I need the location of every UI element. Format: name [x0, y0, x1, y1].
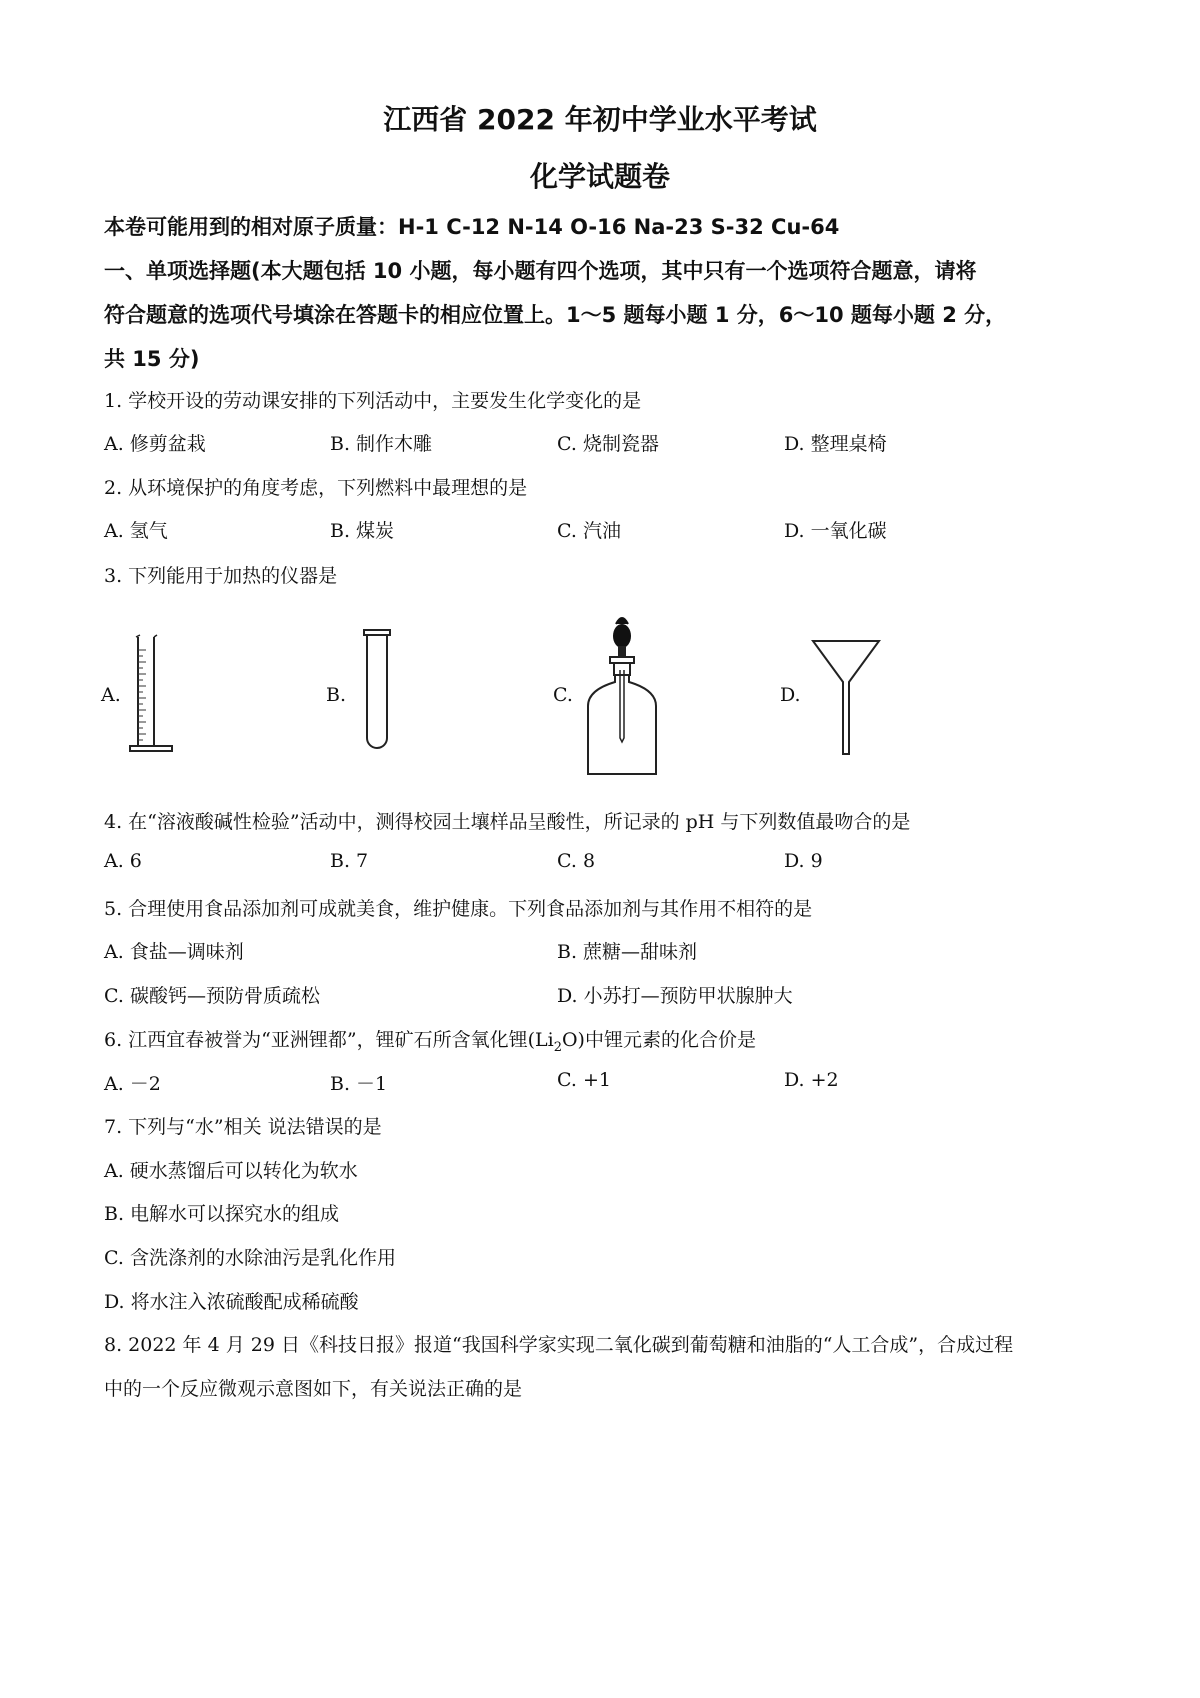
question-3-option-b[interactable]: B.: [326, 684, 347, 706]
question-7-option-c[interactable]: C. 含洗涤剂的水除油污是乳化作用: [104, 1247, 396, 1269]
question-6-stem-text-end: O)中锂元素的化合价是: [561, 1029, 756, 1051]
dropper-bottle-icon: [582, 610, 662, 778]
section-heading-line2: 符合题意的选项代号填涂在答题卡的相应位置上。1～5 题每小题 1 分，6～10 题每小题 2 分，: [104, 303, 1007, 327]
question-2-option-a[interactable]: A. 氢气: [104, 520, 168, 542]
question-7-stem: 7. 下列与“水”相关 说法错误的是: [104, 1116, 382, 1138]
question-6-stem: [104, 1025, 756, 1055]
question-8-stem-line2: 中的一个反应微观示意图如下，有关说法正确的是: [104, 1378, 523, 1400]
question-2-option-d[interactable]: D. 一氧化碳: [784, 520, 887, 542]
question-1-option-b[interactable]: B. 制作木雕: [330, 433, 433, 455]
question-3-option-d[interactable]: D.: [780, 684, 801, 706]
question-7-option-a[interactable]: A. 硬水蒸馏后可以转化为软水: [104, 1160, 358, 1182]
question-7-option-d[interactable]: D. 将水注入浓硫酸配成稀硫酸: [104, 1291, 359, 1313]
question-6-stem-text: 6. 江西宜春被誉为“亚洲锂都”，锂矿石所含氧化锂(Li: [104, 1029, 554, 1051]
question-4-option-b[interactable]: B. 7: [330, 850, 369, 872]
question-5-option-a[interactable]: A. 食盐—调味剂: [104, 941, 244, 963]
section-heading-line1: 一、单项选择题(本大题包括 10 小题，每小题有四个选项，其中只有一个选项符合题意，请将: [104, 259, 977, 283]
exam-title: 江西省 2022 年初中学业水平考试: [383, 103, 817, 136]
question-2-option-c[interactable]: C. 汽油: [557, 520, 621, 542]
question-6-option-a[interactable]: A. －2: [104, 1073, 161, 1095]
atomic-masses-note: 本卷可能用到的相对原子质量：H-1 C-12 N-14 O-16 Na-23 S-32 Cu-64: [104, 215, 840, 239]
question-5-option-c[interactable]: C. 碳酸钙—预防骨质疏松: [104, 985, 320, 1007]
question-2-stem: 2. 从环境保护的角度考虑，下列燃料中最理想的是: [104, 477, 528, 499]
question-3-option-a[interactable]: A.: [101, 684, 121, 706]
exam-subtitle: 化学试题卷: [529, 160, 670, 193]
question-1-option-a[interactable]: A. 修剪盆栽: [104, 433, 206, 455]
question-3-stem: 3. 下列能用于加热的仪器是: [104, 565, 338, 587]
question-3-option-c[interactable]: C.: [553, 684, 573, 706]
graduated-cylinder-icon: [124, 634, 188, 758]
funnel-icon: [810, 638, 882, 756]
question-6-subscript: 2: [553, 1039, 562, 1055]
question-4-option-a[interactable]: A. 6: [104, 850, 142, 872]
question-6-option-b[interactable]: B. －1: [330, 1073, 388, 1095]
question-1-option-c[interactable]: C. 烧制瓷器: [557, 433, 659, 455]
question-1-option-d[interactable]: D. 整理桌椅: [784, 433, 887, 455]
question-4-option-d[interactable]: D. 9: [784, 850, 823, 872]
question-5-option-b[interactable]: B. 蔗糖—甜味剂: [557, 941, 698, 963]
question-5-stem: 5. 合理使用食品添加剂可成就美食，维护健康。下列食品添加剂与其作用不相符的是: [104, 898, 813, 920]
question-8-stem-line1: 8. 2022 年 4 月 29 日《科技日报》报道“我国科学家实现二氧化碳到葡萄糖和油脂的“人工合成”，合成过程: [104, 1334, 1014, 1356]
question-4-stem: 4. 在“溶液酸碱性检验”活动中，测得校园土壤样品呈酸性，所记录的 pH 与下列数值最吻合的是: [104, 811, 911, 833]
question-5-option-d[interactable]: D. 小苏打—预防甲状腺肿大: [557, 985, 793, 1007]
question-4-option-c[interactable]: C. 8: [557, 850, 596, 872]
question-6-option-c[interactable]: C. +1: [557, 1069, 611, 1091]
question-1-stem: 1. 学校开设的劳动课安排的下列活动中，主要发生化学变化的是: [104, 390, 642, 412]
section-heading-line3: 共 15 分): [104, 347, 200, 371]
test-tube-icon: [358, 628, 398, 758]
question-6-option-d[interactable]: D. +2: [784, 1069, 839, 1091]
question-7-option-b[interactable]: B. 电解水可以探究水的组成: [104, 1203, 340, 1225]
question-2-option-b[interactable]: B. 煤炭: [330, 520, 395, 542]
